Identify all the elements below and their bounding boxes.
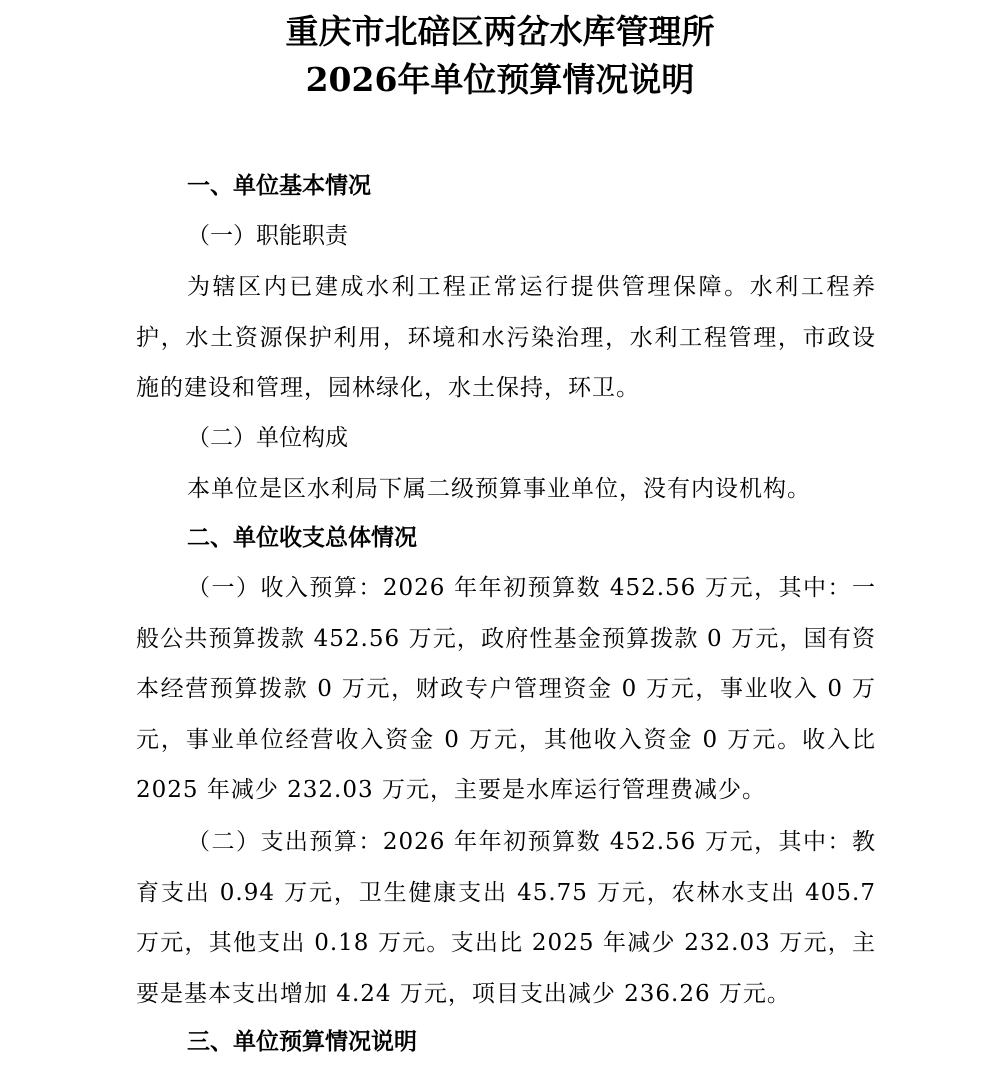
section1-sub2-paragraph: 本单位是区水利局下属二级预算事业单位，没有内设机构。 — [187, 476, 811, 502]
section1-heading: 一、单位基本情况 — [187, 172, 371, 199]
section1-sub1-label: （一）职能职责 — [187, 223, 348, 249]
section1-sub2-label: （二）单位构成 — [187, 425, 348, 451]
document-title-line2: 2026年单位预算情况说明 — [305, 60, 695, 99]
section3-heading: 三、单位预算情况说明 — [187, 1028, 417, 1055]
income-budget-paragraph: （一）收入预算：2026 年年初预算数 452.56 万元，其中：一般公共预算拨款 452.56 万元，政府性基金预算拨款 0 万元，国有资本经营预算拨款 0 万元，财政专户管理资金 0 万元，事业收入 0 万元，事业单位经营收入资金 0 万元，其他收入资金 0 万元。收入比 2025 年减少 232.03 万元，主要是水库运行管理费减少。 — [136, 575, 876, 804]
expense-budget-paragraph: （二）支出预算：2026 年年初预算数 452.56 万元，其中：教育支出 0.94 万元，卫生健康支出 45.75 万元，农林水支出 405.7 万元，其他支出 0.18 万元。支出比 2025 年减少 232.03 万元，主要是基本支出增加 4.24 万元，项目支出减少 236.26 万元。 — [136, 829, 876, 1007]
document-title-line1: 重庆市北碚区两岔水库管理所 — [285, 12, 715, 51]
section2-heading: 二、单位收支总体情况 — [187, 524, 417, 551]
section1-sub1-paragraph: 为辖区内已建成水利工程正常运行提供管理保障。水利工程养护，水土资源保护利用，环境和水污染治理，水利工程管理，市政设施的建设和管理，园林绿化，水土保持，环卫。 — [136, 274, 876, 402]
